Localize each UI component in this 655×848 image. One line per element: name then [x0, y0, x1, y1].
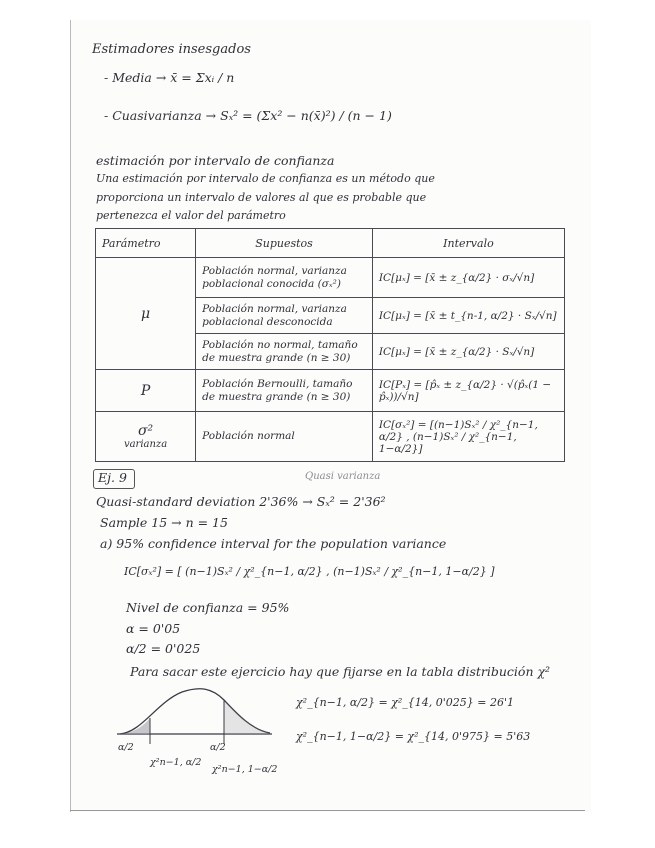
supuesto-cell: Población normal, varianza poblacional conocida (σₓ²): [196, 258, 373, 298]
column-header-supuestos: Supuestos: [196, 229, 373, 258]
alpha-half-value: α/2 = 0'025: [126, 641, 201, 656]
param-sigma-squared: σ²: [137, 423, 154, 439]
example-line-question: a) 95% confidence interval for the population variance: [100, 536, 447, 551]
cuasivarianza-formula: - Cuasivarianza → Sₓ² = (Σx² − n(x̄)²) / (n − 1): [104, 108, 392, 123]
supuesto-cell: Población no normal, tamaño de muestra grande (n ≥ 30): [196, 334, 373, 370]
param-varianza-label: varianza: [123, 439, 168, 450]
table-header-row: [96, 229, 565, 258]
interval-definition-line-2: proporciona un intervalo de valores al que es probable que: [96, 191, 427, 204]
example-variance-formula: IC[σₓ²] = [ (n−1)Sₓ² / χ²_{n−1, α/2} , (n−1)Sₓ² / χ²_{n−1, 1−α/2} ]: [124, 565, 495, 578]
table-row: [96, 258, 565, 298]
graph-left-alpha-label: α/2: [118, 742, 134, 753]
intervalo-cell: IC[μₓ] = [x̄ ± z_{α/2} · σₓ/√n]: [372, 258, 564, 298]
section-title-estimadores: Estimadores insesgados: [92, 42, 251, 57]
intervalo-cell: IC[μₓ] = [x̄ ± z_{α/2} · Sₓ/√n]: [372, 334, 564, 370]
interval-heading: estimación por intervalo de confianza: [96, 153, 335, 168]
alpha-value: α = 0'05: [126, 621, 181, 636]
right-tail-shading: [224, 700, 270, 734]
supuesto-cell: Población normal, varianza poblacional desconocida: [196, 298, 373, 334]
graph-right-chi-label: χ²n−1, 1−α/2: [212, 764, 278, 775]
confidence-interval-table: [95, 228, 565, 462]
table-row: [96, 412, 565, 462]
interval-definition-line-1: Una estimación por intervalo de confianza es un método que: [96, 172, 435, 185]
param-mu: μ: [96, 258, 196, 370]
intervalo-cell: IC[Pₓ] = [p̂ₓ ± z_{α/2} · √(p̂ₓ(1 − p̂ₓ))/√n]: [372, 370, 564, 412]
intervalo-cell: IC[μₓ] = [x̄ ± t_{n-1, α/2} · Sₓ/√n]: [372, 298, 564, 334]
supuesto-cell: Población Bernoulli, tamaño de muestra grande (n ≥ 30): [196, 370, 373, 412]
param-variance: [96, 412, 196, 462]
example-line-sample: Sample 15 → n = 15: [100, 515, 228, 530]
chi-square-value-lower: χ²_{n−1, 1−α/2} = χ²_{14, 0'975} = 5'63: [296, 730, 531, 743]
table-row: [96, 370, 565, 412]
chi-square-value-upper: χ²_{n−1, α/2} = χ²_{14, 0'025} = 26'1: [296, 696, 515, 709]
column-header-intervalo: Intervalo: [372, 229, 564, 258]
chi-table-instruction: Para sacar este ejercicio hay que fijarse en la tabla distribución χ²: [130, 664, 551, 679]
param-p: P: [96, 370, 196, 412]
graph-right-alpha-label: α/2: [210, 742, 226, 753]
example-label: Ej. 9: [98, 470, 127, 485]
interval-definition-line-3: pertenezca el valor del parámetro: [96, 209, 286, 222]
media-formula: - Media → x̄ = Σxᵢ / n: [104, 70, 235, 85]
nivel-confianza: Nivel de confianza = 95%: [126, 600, 290, 615]
graph-left-chi-label: χ²n−1, α/2: [150, 757, 202, 768]
page-bottom-edge: [70, 810, 585, 811]
supuesto-cell: Población normal: [196, 412, 373, 462]
example-line-deviation: Quasi-standard deviation 2'36% → Sₓ² = 2'36²: [96, 494, 386, 509]
pencil-note-quasi-varianza: Quasi varianza: [305, 471, 381, 482]
intervalo-cell: IC[σₓ²] = [(n−1)Sₓ² / χ²_{n−1, α/2} , (n−1)Sₓ² / χ²_{n−1, 1−α/2}]: [372, 412, 564, 462]
column-header-parametro: Parámetro: [96, 229, 196, 258]
